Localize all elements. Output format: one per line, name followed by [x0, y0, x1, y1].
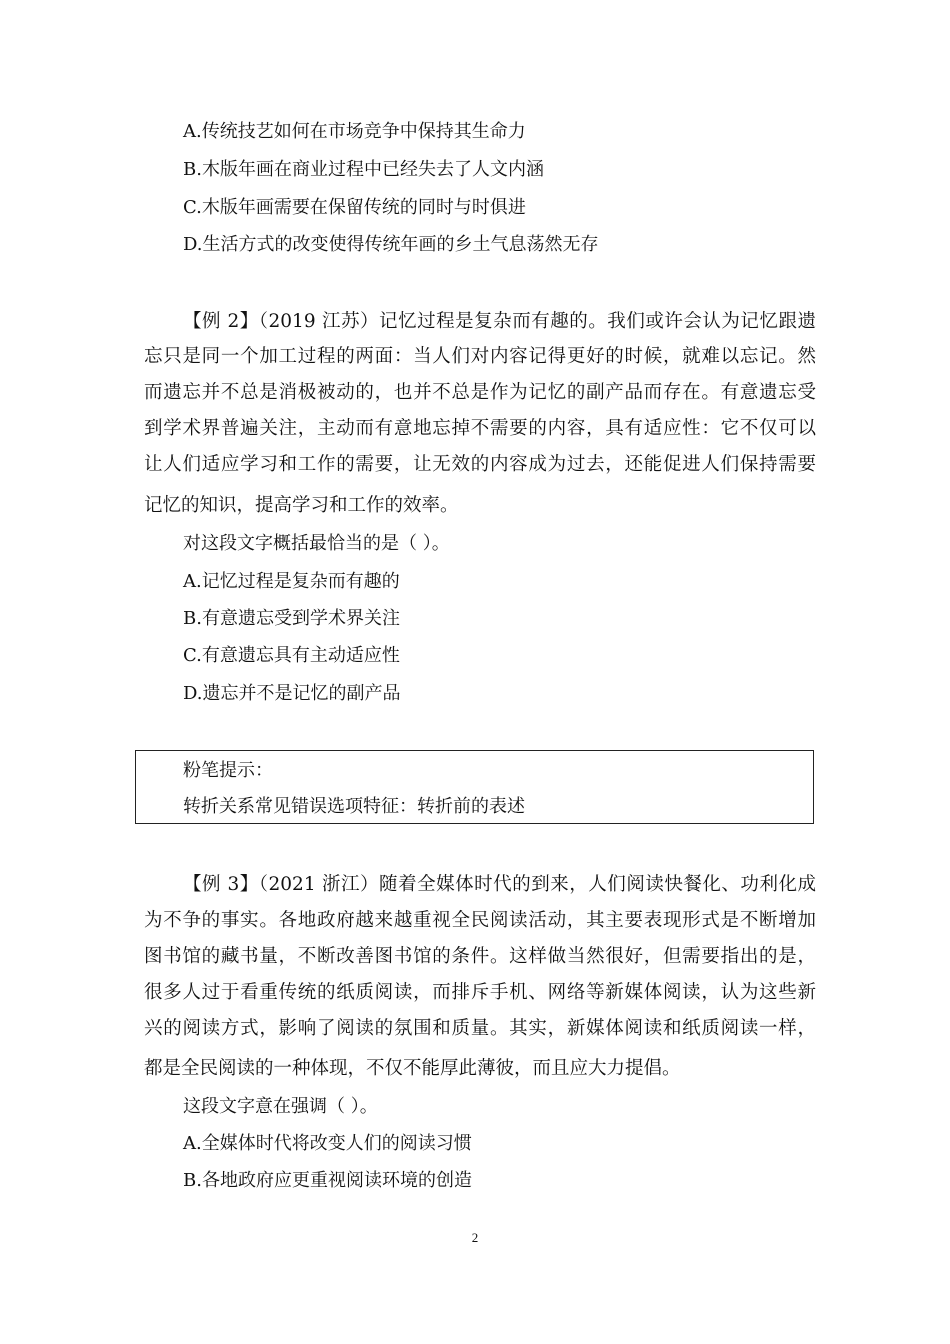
example3-line: 图书馆的藏书量，不断改善图书馆的条件。这样做当然很好，但需要指出的是， — [144, 946, 816, 967]
prev-option-c: C.木版年画需要在保留传统的同时与时俱进 — [183, 197, 526, 218]
tip-text: 转折关系常见错误选项特征：转折前的表述 — [183, 796, 525, 817]
prev-option-b: B.木版年画在商业过程中已经失去了人文内涵 — [183, 159, 544, 180]
example2-line: 到学术界普遍关注，主动而有意地忘掉不需要的内容，具有适应性：它不仅可以 — [144, 418, 816, 439]
example2-option-c: C.有意遗忘具有主动适应性 — [183, 645, 400, 666]
example2-option-a: A.记忆过程是复杂而有趣的 — [183, 571, 400, 592]
example3-line: 兴的阅读方式，影响了阅读的氛围和质量。其实，新媒体阅读和纸质阅读一样， — [144, 1018, 816, 1039]
example3-line: 【例 3】（2021 浙江）随着全媒体时代的到来，人们阅读快餐化、功利化成 — [183, 874, 816, 895]
example2-line: 记忆的知识，提高学习和工作的效率。 — [144, 495, 459, 516]
page-number: 2 — [471, 1230, 479, 1245]
example2-option-d: D.遗忘并不是记忆的副产品 — [183, 683, 401, 704]
example3-option-b: B.各地政府应更重视阅读环境的创造 — [183, 1170, 472, 1191]
example3-option-a: A.全媒体时代将改变人们的阅读习惯 — [183, 1133, 472, 1154]
example3-question: 这段文字意在强调（ ）。 — [183, 1096, 378, 1117]
tip-title: 粉笔提示： — [183, 760, 273, 781]
example2-line: 【例 2】（2019 江苏）记忆过程是复杂而有趣的。我们或许会认为记忆跟遗 — [183, 311, 816, 332]
example3-line: 很多人过于看重传统的纸质阅读，而排斥手机、网络等新媒体阅读，认为这些新 — [144, 982, 816, 1003]
prev-option-a: A.传统技艺如何在市场竞争中保持其生命力 — [183, 121, 526, 142]
example2-line: 忘只是同一个加工过程的两面：当人们对内容记得更好的时候，就难以忘记。然 — [144, 346, 816, 367]
tip-box — [135, 750, 814, 824]
example3-line: 为不争的事实。各地政府越来越重视全民阅读活动，其主要表现形式是不断增加 — [144, 910, 816, 931]
example2-question: 对这段文字概括最恰当的是（ ）。 — [183, 533, 450, 554]
prev-option-d: D.生活方式的改变使得传统年画的乡土气息荡然无存 — [183, 234, 599, 255]
example3-line: 都是全民阅读的一种体现，不仅不能厚此薄彼，而且应大力提倡。 — [144, 1058, 681, 1079]
example2-line: 而遗忘并不总是消极被动的，也并不总是作为记忆的副产品而存在。有意遗忘受 — [144, 382, 816, 403]
example2-option-b: B.有意遗忘受到学术界关注 — [183, 608, 400, 629]
example2-line: 让人们适应学习和工作的需要，让无效的内容成为过去，还能促进人们保持需要 — [144, 454, 816, 475]
